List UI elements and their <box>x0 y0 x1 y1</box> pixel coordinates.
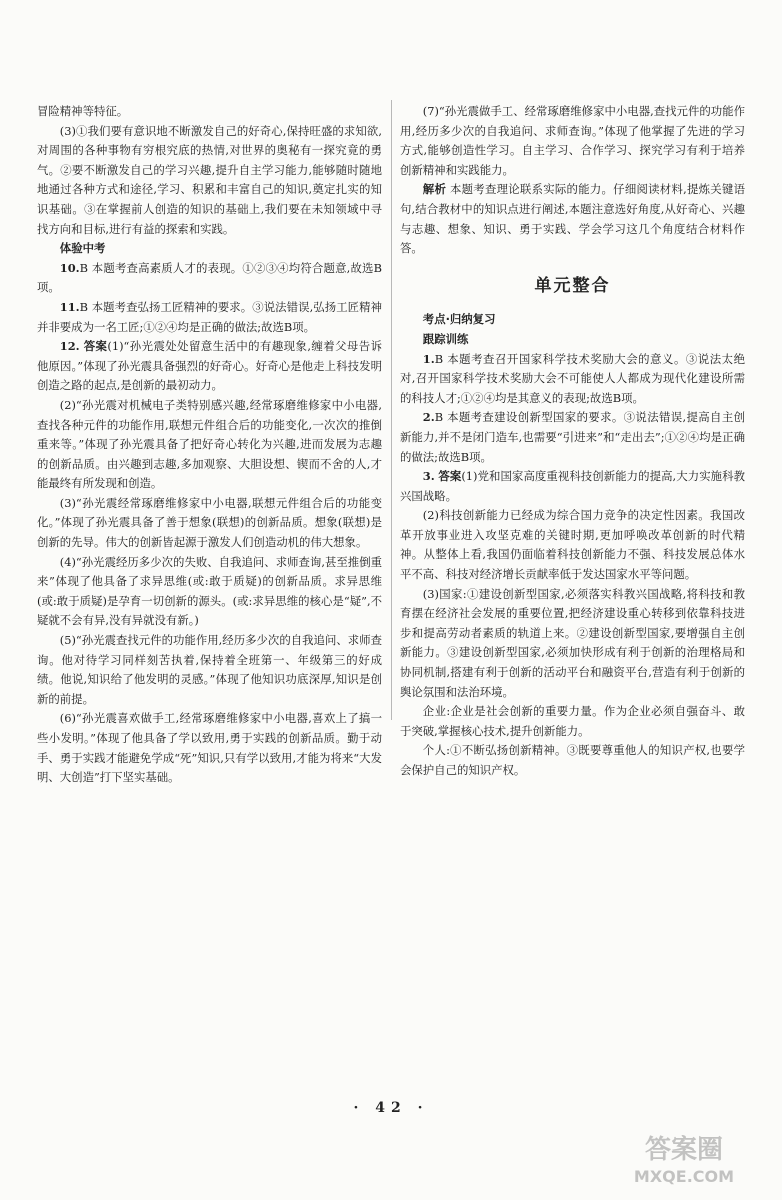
answer-paragraph: (7)“孙光震做手工、经常琢磨维修家中小电器,查找元件的功能作用,经历多少次的自我追问、求师查询。”体现了他掌握了先进的学习方式,能够创造性学习。自主学习、合作学习、探究学习有利于培养创新精神和实践能力。 <box>400 104 745 177</box>
question-11 <box>37 298 382 337</box>
answer-paragraph: 企业:企业是社会创新的重要力量。作为企业必须自强奋斗、敢于突破,掌握核心技术,提升创新能力。 <box>400 704 745 738</box>
analysis-label: 解析 <box>422 182 447 197</box>
page-number: · 42 · <box>353 1100 429 1116</box>
question-text: B 本题考查高素质人才的表现。①②③④均符合题意,故选B项。 <box>37 260 382 295</box>
answer-paragraph: (3)国家:①建设创新型国家,必须落实科教兴国战略,将科技和教育摆在经济社会发展的重要位置,把经济建设重心转移到依靠科技进步和提高劳动者素质的轨道上来。②建设创新型国家,要增强自主创新能力。③建设创新型国家,必须加快形成有利于创新的治理格局和协同机制,搭建有利于创新的活动平台和融资平台,营造有利于创新的舆论氛围和法治环境。 <box>400 586 745 699</box>
question-number: 10. <box>59 260 80 275</box>
question-12 <box>37 337 382 396</box>
question-1 <box>400 350 745 409</box>
answer-label: 答案 <box>438 469 462 484</box>
answer-text: (1)党和国家高度重视科技创新能力的提高,大力实施科教兴国战略。 <box>400 469 745 503</box>
right-column <box>400 102 745 781</box>
question-number: 2. <box>422 410 435 425</box>
answer-paragraph: (3)“孙光震经常琢磨维修家中小电器,联想元件组合后的功能变化。”体现了孙光震具备了善于想象(联想)的创新品质。想象(联想)是创新的先导。伟大的创新皆起源于激发人们创造动机的伟大想象。 <box>37 495 382 550</box>
answer-paragraph: (3)①我们要有意识地不断激发自己的好奇心,保持旺盛的求知欲,对周围的各种事物有穷根究底的热情,对世界的奥秘有一探究竟的勇气。②要不断激发自己的学习兴趣,提升自主学习能力,能够随时随地地通过各种方式和途径,学习、积累和丰富自己的知识,奠定扎实的知识基础。③在掌握前人创造的知识的基础上,我们要在未知领域中寻找方向和目标,进行有益的探索和实践。 <box>37 123 382 236</box>
analysis-text: 本题考查理论联系实际的能力。仔细阅读材料,提炼关键语句,结合教材中的知识点进行阐述,本题注意选好角度,从好奇心、兴趣与志趣、想象、知识、勇于实践、学会学习这几个角度结合材料作答。 <box>400 182 745 256</box>
answer-paragraph: 个人:①不断弘扬创新精神。③既要尊重他人的知识产权,也要学会保护自己的知识产权。 <box>400 743 745 777</box>
question-number: 1. <box>422 351 435 366</box>
question-2 <box>400 408 745 467</box>
section-heading: 体验中考 <box>59 241 106 256</box>
watermark-url: MXQE.COM <box>633 1167 735 1186</box>
question-number: 12. <box>59 339 80 354</box>
answer-label: 答案 <box>83 339 108 354</box>
answer-paragraph: (5)“孙光震查找元件的功能作用,经历多少次的自我追问、求师查询。他对待学习同样刻苦执着,保持着全班第一、年级第三的好成绩。他说,知识给了他发明的灵感。”体现了他知识功底深厚,知识是创新的前提。 <box>37 633 382 706</box>
continued-paragraph: 冒险精神等特征。 <box>37 104 129 118</box>
question-10 <box>37 259 382 298</box>
section-heading: 考点·归纳复习 <box>422 312 496 327</box>
unit-title: 单元整合 <box>534 275 611 296</box>
question-text: B 本题考查弘扬工匠精神的要求。③说法错误,弘扬工匠精神并非要成为一名工匠;①②④均是正确的做法;故选B项。 <box>37 299 382 334</box>
column-divider <box>391 100 392 720</box>
answer-paragraph: (2)科技创新能力已经成为综合国力竞争的决定性因素。我国改革开放事业进入攻坚克难的关键时期,更加呼唤改革创新的时代精神。从整体上看,我国仍面临着科技创新能力不强、科技发展总体水平不高、科技对经济增长贡献率低于发达国家水平等问题。 <box>400 508 745 582</box>
answer-paragraph: (2)“孙光震对机械电子类特别感兴趣,经常琢磨维修家中小电器,查找各种元件的功能作用,联想元件组合后的功能变化,一次次的推倒重来等。”体现了孙光震具备了把好奇心转化为兴趣,进而发展为志趣的创新品质。由兴趣到志趣,多加观察、大胆设想、锲而不舍的人,才能最终有所发现和创造。 <box>37 397 382 491</box>
question-3 <box>400 467 745 506</box>
answer-paragraph: (6)“孙光震喜欢做手工,经常琢磨维修家中小电器,喜欢上了搞一些小发明。”体现了他具备了学以致用,勇于实践的创新品质。勤于动手、勇于实践才能避免学成“死”知识,只有学以致用,才能为将来“大发明、大创造”打下坚实基础。 <box>37 711 382 785</box>
watermark-logo-icon <box>604 1128 764 1188</box>
answer-text: (1)“孙光震处处留意生活中的有趣现象,缠着父母告诉他原因。”体现了孙光震具备强烈的好奇心。好奇心是他走上科技发明创造之路的起点,是创新的最初动力。 <box>37 339 382 393</box>
analysis-paragraph <box>400 180 745 258</box>
question-text: B 本题考查建设创新型国家的要求。③说法错误,提高自主创新能力,并不是闭门造车,也需要“引进来”和“走出去”;①②④均是正确的做法;故选B项。 <box>400 410 745 464</box>
answer-paragraph: (4)“孙光震经历多少次的失败、自我追问、求师查询,甚至推倒重来”体现了他具备了求异思维(或:敢于质疑)的创新品质。求异思维(或:敢于质疑)是孕育一切创新的源头。(或:求异思维的核心是“疑”,不疑就不会有异,没有异就没有新。) <box>37 554 382 628</box>
section-subheading: 跟踪训练 <box>422 331 469 346</box>
left-column <box>37 102 382 788</box>
question-number: 3. <box>422 469 435 484</box>
watermark-logo-text: 答案圈 <box>644 1135 724 1165</box>
question-number: 11. <box>59 299 80 314</box>
question-text: B 本题考查召开国家科学技术奖励大会的意义。③说法太绝对,召开国家科学技术奖励大会不可能使人人都成为现代化建设所需的科技人才;①②④均是其意义的表现;故选B项。 <box>400 351 745 405</box>
